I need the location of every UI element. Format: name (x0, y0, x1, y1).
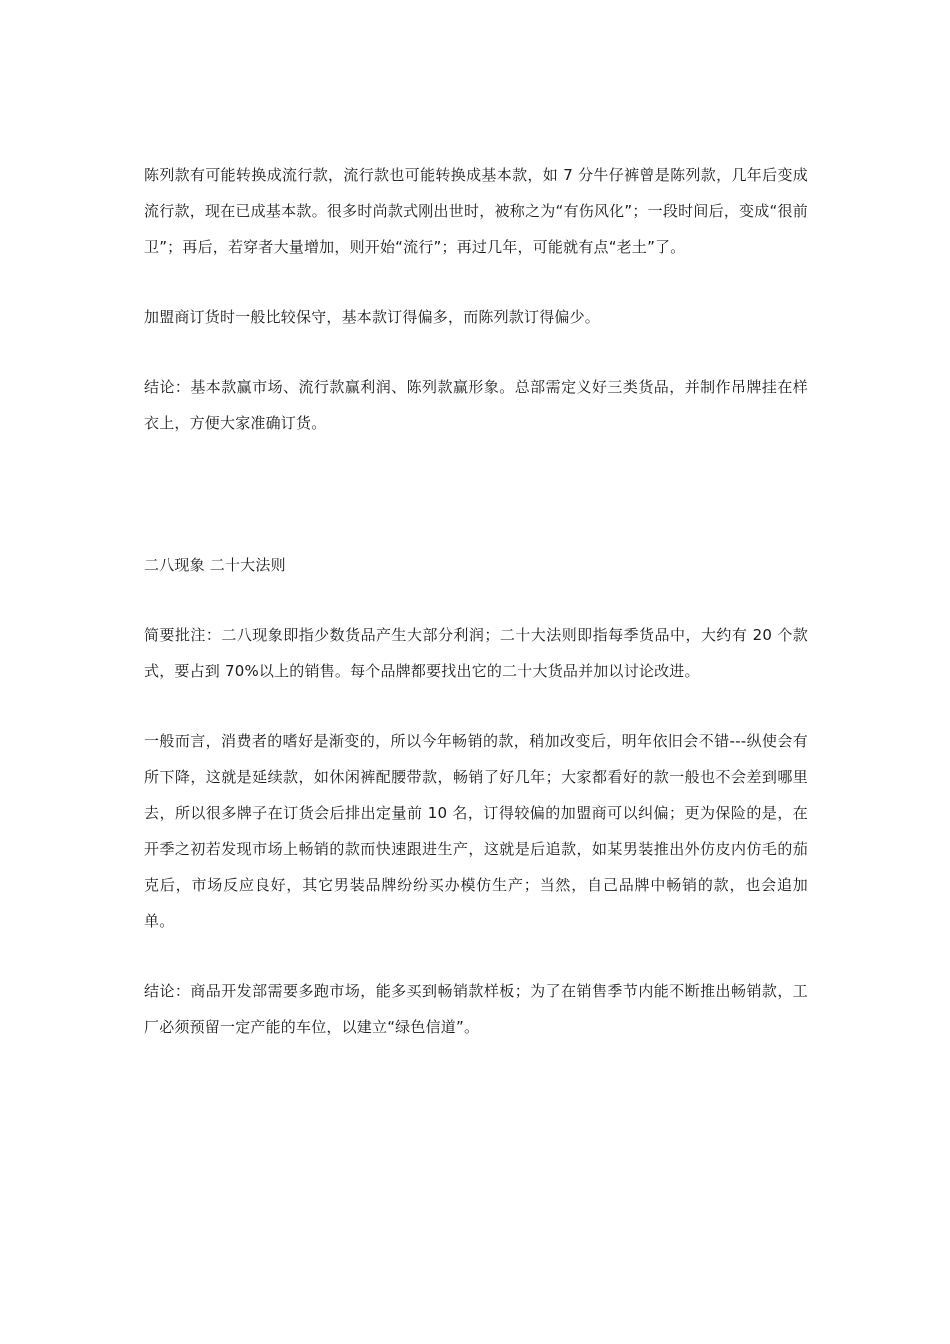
paragraph-franchisee-ordering: 加盟商订货时一般比较保守，基本款订得偏多，而陈列款订得偏少。 (144, 308, 601, 326)
section-heading-80-20: 二八现象 二十大法则 (144, 556, 286, 574)
paragraph-brief-note: 简要批注：二八现象即指少数货品产生大部分利润；二十大法则即指每季货品中，大约有 20 个款式，要占到 70%以上的销售。每个品牌都要找出它的二十大货品并加以讨论改进。 (144, 626, 808, 680)
paragraph-conclusion-1: 结论：基本款赢市场、流行款赢利润、陈列款赢形象。总部需定义好三类货品，并制作吊牌挂在样衣上，方便大家准确订货。 (144, 378, 808, 432)
document-page (144, 157, 808, 1045)
paragraph-consumer-preferences: 一般而言，消费者的嗜好是渐变的，所以今年畅销的款，稍加改变后，明年依旧会不错---纵使会有所下降，这就是延续款，如休闲裤配腰带款，畅销了好几年；大家都看好的款一般也不会差到哪里去，所以很多牌子在订货会后排出定量前 10 名，订得较偏的加盟商可以纠偏；更为保险的是，在开季之初若发现市场上畅销的款而快速跟进生产，这就是后追款，如某男装推出外仿皮内仿毛的茄克后，市场反应良好，其它男装品牌纷纷买办模仿生产；当然，自己品牌中畅销的款，也会追加单。 (144, 732, 808, 930)
paragraph-style-conversion: 陈列款有可能转换成流行款，流行款也可能转换成基本款，如 7 分牛仔裤曾是陈列款，几年后变成流行款，现在已成基本款。很多时尚款式刚出世时，被称之为“有伤风化”；一段时间后，变成“很前卫”；再后，若穿者大量增加，则开始“流行”；再过几年，可能就有点“老土”了。 (144, 166, 808, 256)
paragraph-conclusion-2: 结论：商品开发部需要多跑市场，能多买到畅销款样板；为了在销售季节内能不断推出畅销款，工厂必须预留一定产能的车位，以建立“绿色信道”。 (144, 982, 808, 1036)
